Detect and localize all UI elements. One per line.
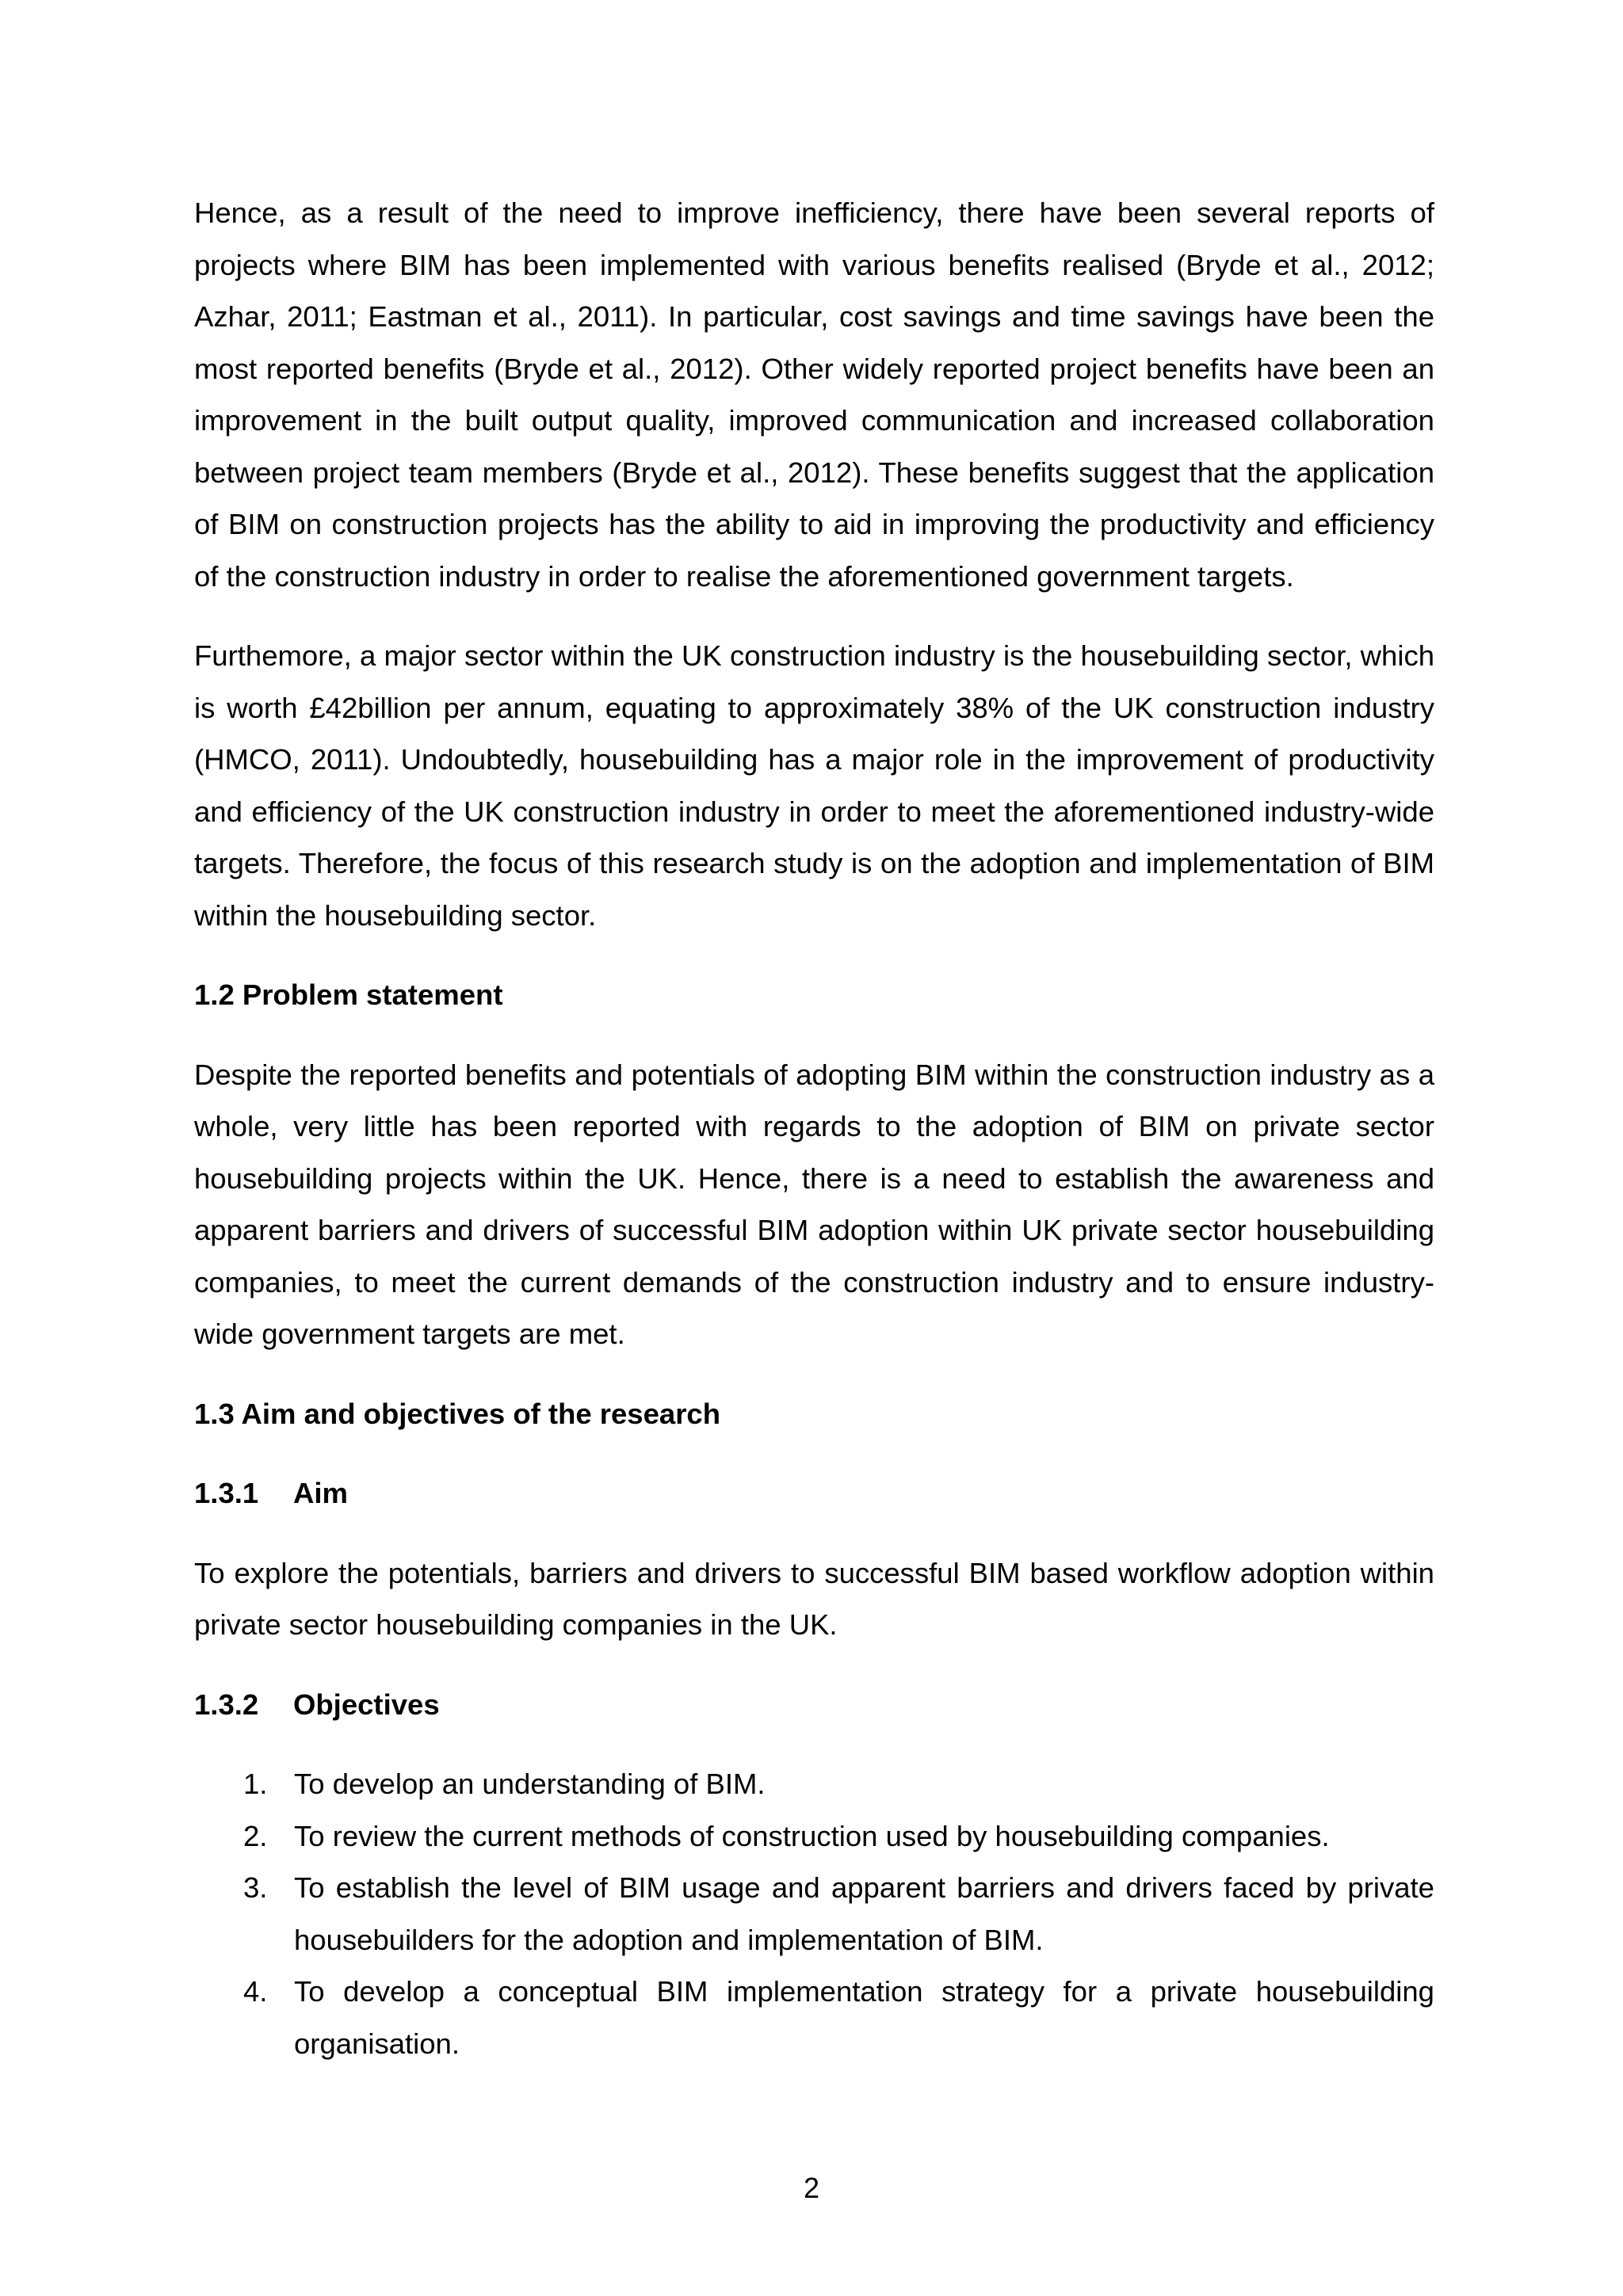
list-item-number: 2. (243, 1819, 268, 1852)
subheading-objectives-number: 1.3.2 (194, 1688, 259, 1721)
subheading-objectives-title: Objectives (293, 1688, 440, 1721)
list-item-text: To develop an understanding of BIM. (294, 1768, 766, 1800)
paragraph-aim: To explore the potentials, barriers and drivers to successful BIM based workflow adoption within private sector housebuilding companies in the UK. (194, 1556, 1434, 1641)
subheading-objectives (194, 1679, 1434, 1731)
list-item (194, 1758, 1434, 1810)
list-item-number: 1. (243, 1768, 268, 1800)
subheading-aim (194, 1467, 1434, 1520)
document-page (194, 187, 1434, 2069)
paragraph-housebuilding-sector: Furthemore, a major sector within the UK construction industry is the housebuilding sector, which is worth £42billion per annum, equating to approximately 38% of the UK construction industry (HMCO, 2011). Undoubtedly, housebuilding has a major role in the improvement of productivity and efficiency of the UK construction industry in order to meet the aforementioned industry-wide targets. Therefore, the focus of this research study is on the adoption and implementation of BIM within the housebuilding sector. (194, 639, 1434, 932)
heading-problem-statement: 1.2 Problem statement (194, 978, 503, 1011)
list-item-text: To establish the level of BIM usage and apparent barriers and drivers faced by private housebuilders for the adoption and implementation of BIM. (294, 1871, 1434, 1956)
paragraph-bim-benefits: Hence, as a result of the need to improve inefficiency, there have been several reports of projects where BIM has been implemented with various benefits realised (Bryde et al., 2012; Azhar, 2011; Eastman et al., 2011). In particular, cost savings and time savings have been the most reported benefits (Bryde et al., 2012). Other widely reported project benefits have been an improvement in the built output quality, improved communication and increased collaboration between project team members (Bryde et al., 2012). These benefits suggest that the application of BIM on construction projects has the ability to aid in improving the productivity and efficiency of the construction industry in order to realise the aforementioned government targets. (194, 196, 1434, 593)
subheading-aim-number: 1.3.1 (194, 1477, 259, 1509)
list-item-text: To develop a conceptual BIM implementation strategy for a private housebuilding organisation. (294, 1975, 1434, 2060)
subheading-aim-title: Aim (293, 1477, 348, 1509)
list-item (194, 1966, 1434, 2069)
paragraph-problem-statement: Despite the reported benefits and potentials of adopting BIM within the construction industry as a whole, very little has been reported with regards to the adoption of BIM on private sector housebuilding projects within the UK. Hence, there is a need to establish the awareness and apparent barriers and drivers of successful BIM adoption within UK private sector housebuilding companies, to meet the current demands of the construction industry and to ensure industry-wide government targets are met. (194, 1058, 1434, 1350)
list-item (194, 1862, 1434, 1966)
list-item-number: 3. (243, 1871, 268, 1904)
objectives-list (194, 1758, 1434, 2069)
heading-aim-objectives: 1.3 Aim and objectives of the research (194, 1397, 721, 1430)
page-number: 2 (803, 2172, 820, 2204)
list-item (194, 1810, 1434, 1863)
list-item-text: To review the current methods of construction used by housebuilding companies. (294, 1819, 1330, 1852)
list-item-number: 4. (243, 1975, 268, 2008)
